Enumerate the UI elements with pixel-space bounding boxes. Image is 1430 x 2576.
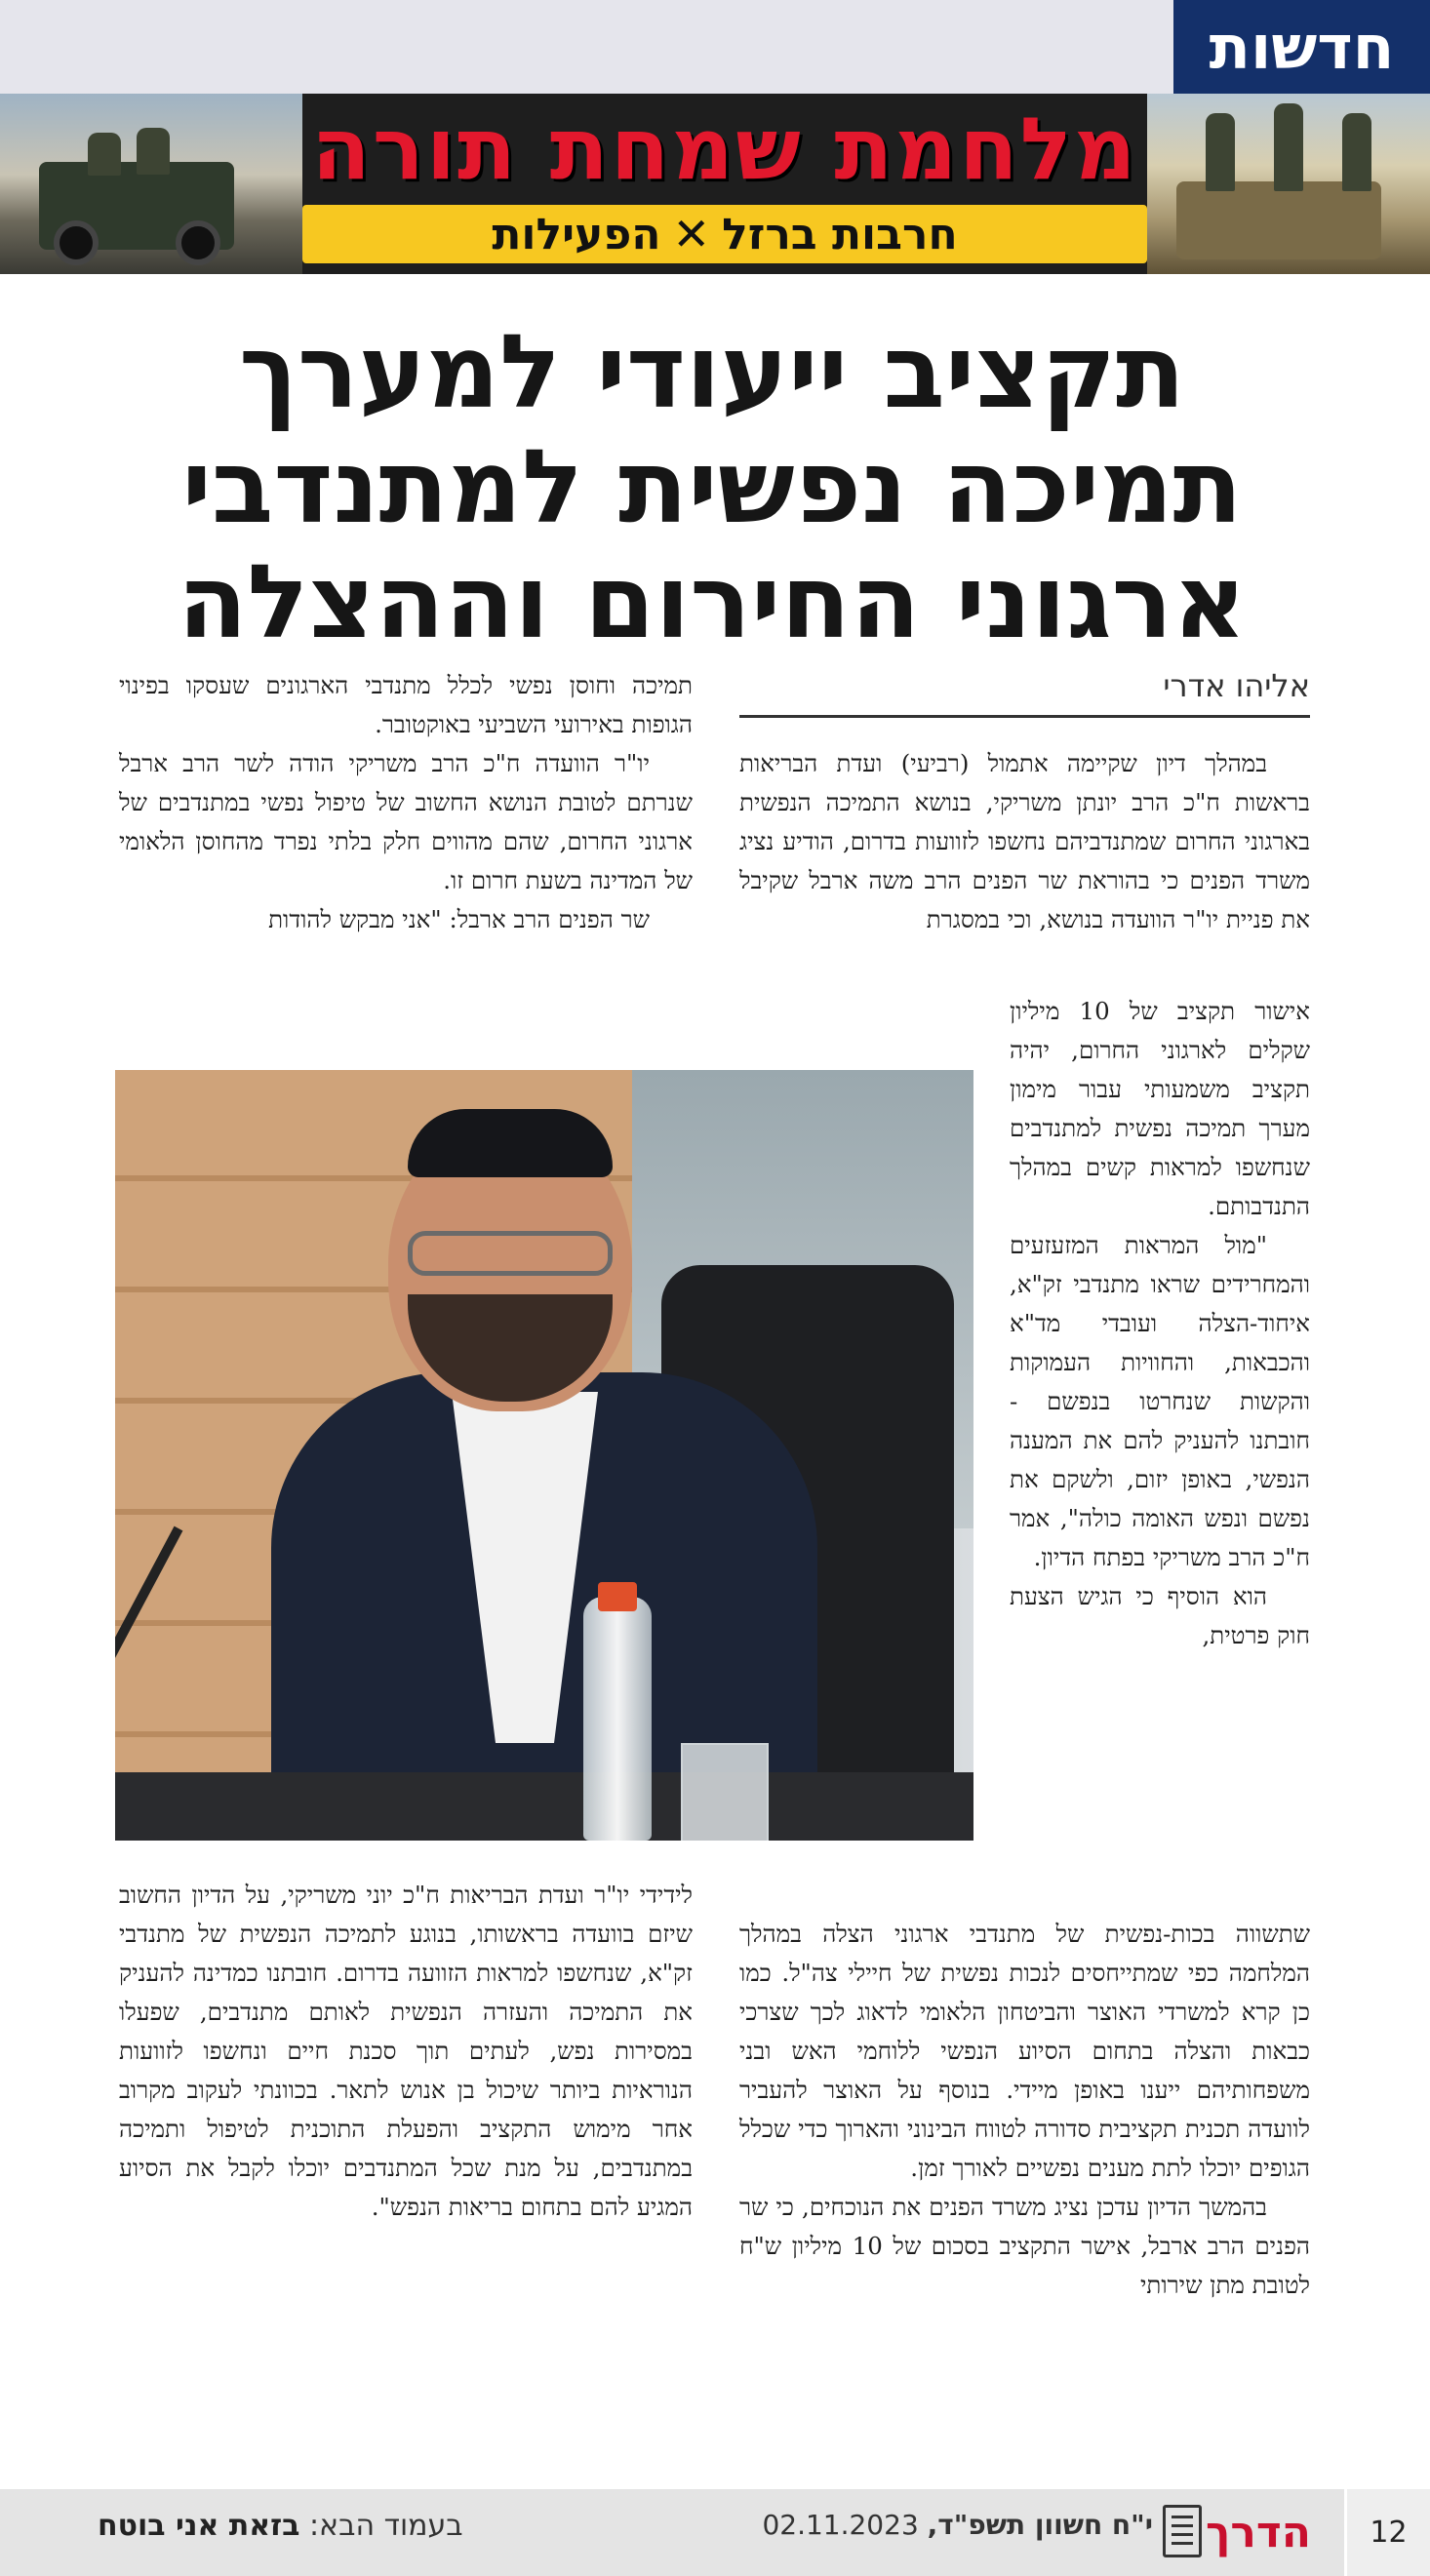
article-column-left-top	[119, 666, 693, 939]
paragraph: אישור תקציב של 10 מיליון שקלים לארגוני החרום, יהיה תקציב משמעותי עבור מימון מערך תמיכה נפשית למתנדבים שנחשפו למראות קשים במהלך התנדבותם.	[1010, 997, 1310, 1220]
swords-icon: ✕	[672, 208, 711, 260]
paragraph: הוא הוסיף כי הגיש הצעת חוק פרטית,	[1010, 1582, 1310, 1649]
article-column-right-top	[739, 744, 1310, 939]
paragraph: בהמשך הדיון עדכן נציג משרד הפנים את הנוכחים, כי שר הפנים הרב ארבל, אישר התקציב בסכום של 10 מיליון ש"ח לטובת מתן שירותי	[739, 2193, 1310, 2299]
banner-strip-left: חרבות ברזל	[722, 209, 958, 259]
paragraph: שתשווה בכות-נפשית של מתנדבי ארגוני הצלה במהלך המלחמה כפי שמתייחסים לנכות נפשית של חיילי צה"ל. כמו כן קרא למשרדי האוצר והביטחון הלאומי לדאוג לכך שצרכי כבאות והצלה בתחום הסיוע הנפשי ללוחמי האש ובני משפחותיהם ייענו באופן מיידי. בנוסף על האוצר להעביר לוועדה תכנית תקציבית סדורה לטווח הבינוני והארוך כדי שכלל הגופים יוכלו לתת מענים נפשיים לאורך זמן.	[739, 1920, 1310, 2182]
issue-date	[683, 2509, 1153, 2557]
section-label: חדשות	[1173, 0, 1430, 94]
banner-headline: מלחמת שמחת תורה	[311, 98, 1138, 199]
article-column-right-bottom	[739, 1915, 1310, 2305]
war-banner	[0, 94, 1430, 274]
headline-line-3: ארגוני החירום וההצלה	[178, 542, 1247, 661]
paragraph: שר הפנים הרב ארבל: "אני מבקש להודות	[268, 905, 650, 933]
next-page-title: בזאת אני בוטח	[98, 2509, 300, 2543]
banner-photo-right	[1147, 94, 1430, 274]
article-column-left-bottom	[119, 1876, 693, 2227]
hebrew-date: י"ח חשוון תשפ"ד,	[927, 2509, 1153, 2541]
paragraph: במהלך דיון שקיימה אתמול (רביעי) ועדת הבריאות בראשות ח"כ הרב יונתן משריקי, בנושא התמיכה הנפשית בארגוני החרום שמתנדביהם נחשפו לזוועות בדרום, הודיע נציג משרד הפנים כי בהוראת שר הפנים הרב משה ארבל שקיבל את פניית יו"ר הוועדה בנושא, וכי במסגרת	[739, 749, 1310, 933]
headline-line-2: תמיכה נפשית למתנדבי	[181, 427, 1243, 546]
paragraph: לידידי יו"ר ועדת הבריאות ח"כ יוני משריקי, על הדיון החשוב שיזם בוועדה בראשותו, בנוגע לתמיכה הנפשית של מתנדבי זק"א, שנחשפו למראות הזוועה בדרום. חובתנו כמדינה להעניק את התמיכה והעזרה הנפשית לאותם מתנדבים, שפעלו במסירות נפש, לעתים תוך סכנת חיים ונחשפו לזוועות הנוראיות ביותר שיכול בן אנוש לתאר. בכוונתי לעקוב מקרוב אחר מימוש התקציב והפעלת התוכנית לטיפול ותמיכה במתנדבים, על מנת שכל המתנדבים יוכלו לקבל את הסיוע המגיע להם בתחום בריאות הנפש".	[119, 1881, 693, 2221]
next-page-teaser[interactable]	[98, 2509, 644, 2557]
article-photo	[115, 1070, 973, 1841]
newspaper-logo: הדרך	[1206, 2507, 1312, 2557]
document-icon	[1163, 2505, 1202, 2557]
page-number: 12	[1344, 2489, 1430, 2576]
banner-strip	[302, 205, 1147, 263]
article-column-right-narrow	[1010, 992, 1310, 1655]
banner-strip-right: הפעילות	[492, 209, 661, 259]
banner-photo-left	[0, 94, 302, 274]
paragraph: תמיכה וחוסן נפשי לכלל מתנדבי הארגונים שעסקו בפינוי הגופות באירועי השביעי באוקטובר.	[119, 671, 693, 738]
paragraph: "מול המראות המזעזעים והמחרידים שראו מתנדבי זק"א, איחוד-הצלה ועובדי מד"א והכבאות, והחוויות העמוקות והקשות שנחרטו בנפשם - חובתנו להעניק להם את המענה הנפשי, באופן יזום, ולשקם את נפשם ונפש האומה כולה", אמר ח"כ הרב משריקי בפתח הדיון.	[1010, 1231, 1310, 1571]
headline-line-1: תקציב ייעודי למערך	[238, 312, 1186, 431]
next-page-label: בעמוד הבא:	[308, 2509, 463, 2543]
gregorian-date: 02.11.2023	[762, 2509, 919, 2541]
byline: אליהו אדרי	[739, 663, 1310, 718]
paragraph: יו"ר הוועדה ח"כ הרב משריקי הודה לשר הרב ארבל שנרתם לטובת הנושא החשוב של טיפול נפשי במתנדבים של ארגוני החרום, שהם מהווים חלק בלתי נפרד מהחוסן הלאומי של המדינה בשעת חרום זו.	[119, 749, 693, 894]
article-headline	[88, 314, 1336, 659]
